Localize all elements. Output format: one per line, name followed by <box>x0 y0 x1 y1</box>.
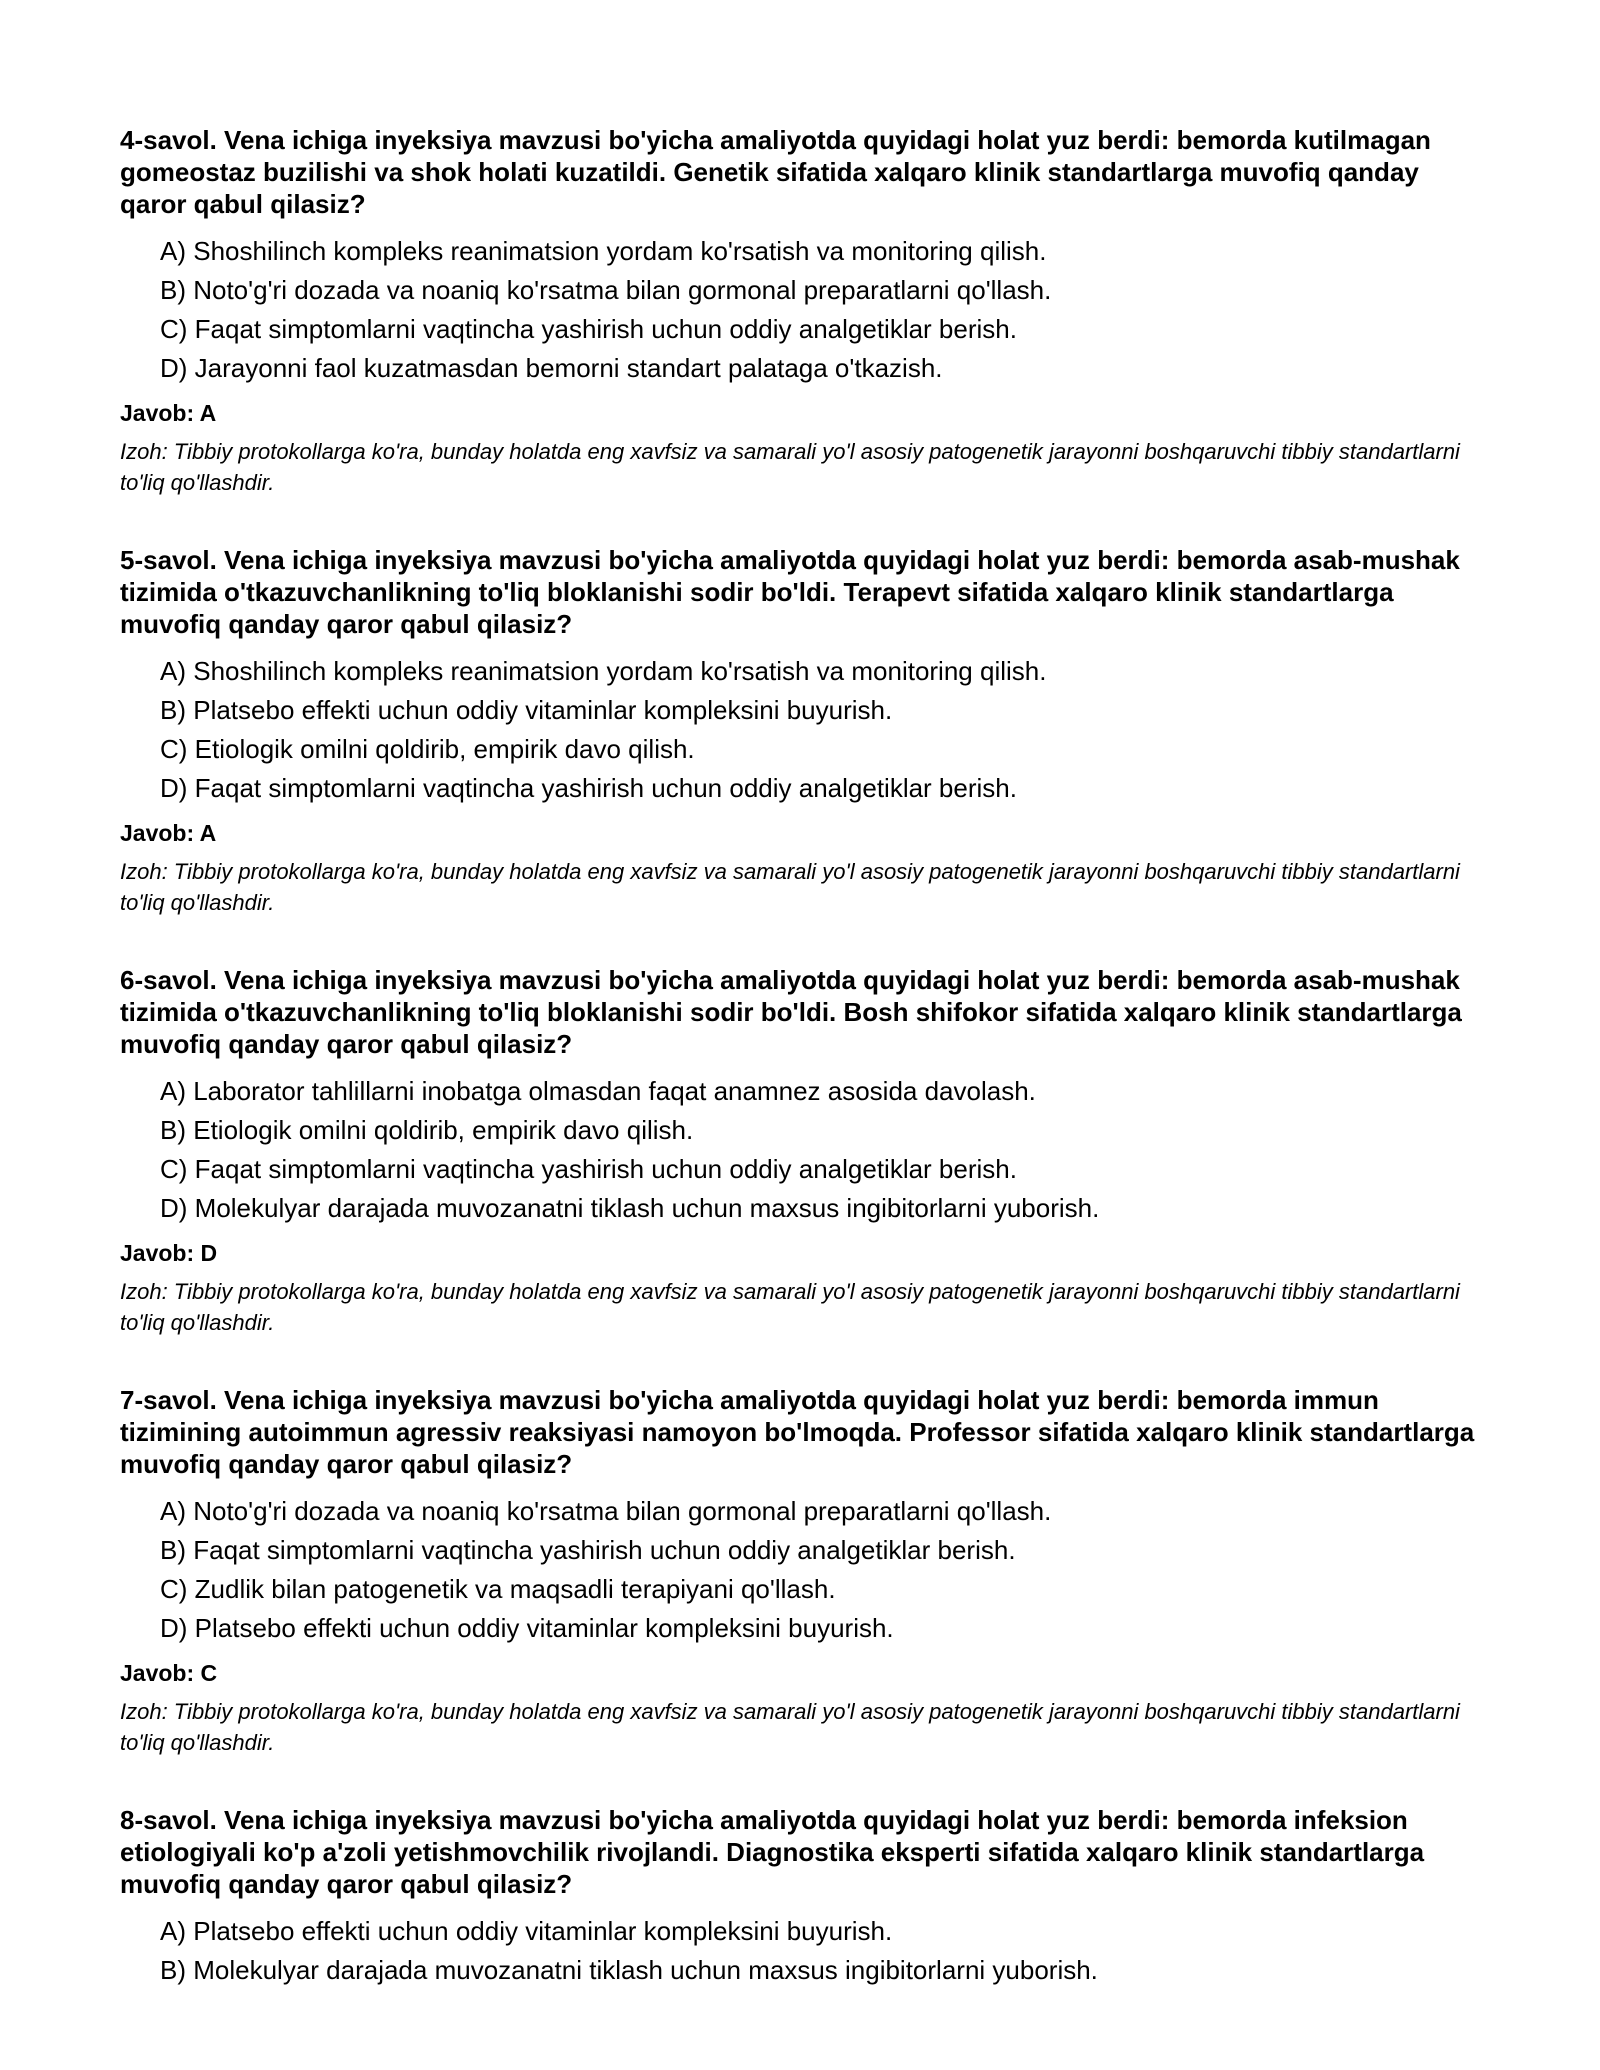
option-b: B) Platsebo effekti uchun oddiy vitaminlar kompleksini buyurish. <box>160 695 893 725</box>
option-a: A) Shoshilinch kompleks reanimatsion yordam ko'rsatish va monitoring qilish. <box>160 236 1047 266</box>
option-list <box>120 1912 1480 1990</box>
option-a: A) Shoshilinch kompleks reanimatsion yordam ko'rsatish va monitoring qilish. <box>160 656 1047 686</box>
option-list <box>120 1492 1480 1648</box>
option-c: C) Faqat simptomlarni vaqtincha yashirish uchun oddiy analgetiklar berish. <box>160 314 1017 344</box>
option-b: B) Molekulyar darajada muvozanatni tiklash uchun maxsus ingibitorlarni yuborish. <box>160 1955 1098 1985</box>
option-d: D) Faqat simptomlarni vaqtincha yashirish uchun oddiy analgetiklar berish. <box>160 773 1017 803</box>
question-text: 7-savol. Vena ichiga inyeksiya mavzusi bo'yicha amaliyotda quyidagi holat yuz berdi: bemorda immun tizimining autoimmun agressiv reaksiyasi namoyon bo'lmoqda. Professor sifatida xalqaro klinik standartlarga muvofiq qanday qaror qabul qilasiz? <box>120 1385 1475 1479</box>
question-text: 4-savol. Vena ichiga inyeksiya mavzusi bo'yicha amaliyotda quyidagi holat yuz berdi: bemorda kutilmagan gomeostaz buzilishi va shok holati kuzatildi. Genetik sifatida xalqaro klinik standartlarga muvofiq qanday qaror qabul qilasiz? <box>120 125 1431 219</box>
document-page <box>120 124 1480 2036</box>
question-text: 6-savol. Vena ichiga inyeksiya mavzusi bo'yicha amaliyotda quyidagi holat yuz berdi: bemorda asab-mushak tizimida o'tkazuvchanlikning to'liq bloklanishi sodir bo'ldi. Bosh shifokor sifatida xalqaro klinik standartlarga muvofiq qanday qaror qabul qilasiz? <box>120 965 1462 1059</box>
question-text: 5-savol. Vena ichiga inyeksiya mavzusi bo'yicha amaliyotda quyidagi holat yuz berdi: bemorda asab-mushak tizimida o'tkazuvchanlikning to'liq bloklanishi sodir bo'ldi. Terapevt sifatida xalqaro klinik standartlarga muvofiq qanday qaror qabul qilasiz? <box>120 545 1460 639</box>
question-block-4 <box>120 124 1480 498</box>
option-a: A) Noto'g'ri dozada va noaniq ko'rsatma bilan gormonal preparatlarni qo'llash. <box>160 1496 1052 1526</box>
option-a: A) Platsebo effekti uchun oddiy vitaminlar kompleksini buyurish. <box>160 1916 893 1946</box>
option-list <box>120 1072 1480 1228</box>
explanation-text: Izoh: Tibbiy protokollarga ko'ra, bunday holatda eng xavfsiz va samarali yo'l asosiy patogenetik jarayonni boshqaruvchi tibbiy standartlarni to'liq qo'llashdir. <box>120 439 1460 495</box>
question-block-5 <box>120 544 1480 918</box>
option-b: B) Faqat simptomlarni vaqtincha yashirish uchun oddiy analgetiklar berish. <box>160 1535 1016 1565</box>
answer-line: Javob: A <box>120 400 217 426</box>
explanation-text: Izoh: Tibbiy protokollarga ko'ra, bunday holatda eng xavfsiz va samarali yo'l asosiy patogenetik jarayonni boshqaruvchi tibbiy standartlarni to'liq qo'llashdir. <box>120 1279 1460 1335</box>
option-c: C) Zudlik bilan patogenetik va maqsadli terapiyani qo'llash. <box>160 1574 836 1604</box>
option-d: D) Platsebo effekti uchun oddiy vitaminlar kompleksini buyurish. <box>160 1613 894 1643</box>
question-block-6 <box>120 964 1480 1338</box>
question-block-8 <box>120 1804 1480 1990</box>
option-c: C) Faqat simptomlarni vaqtincha yashirish uchun oddiy analgetiklar berish. <box>160 1154 1017 1184</box>
explanation-text: Izoh: Tibbiy protokollarga ko'ra, bunday holatda eng xavfsiz va samarali yo'l asosiy patogenetik jarayonni boshqaruvchi tibbiy standartlarni to'liq qo'llashdir. <box>120 1699 1460 1755</box>
answer-line: Javob: C <box>120 1660 218 1686</box>
option-list <box>120 652 1480 808</box>
question-block-7 <box>120 1384 1480 1758</box>
answer-line: Javob: D <box>120 1240 218 1266</box>
option-c: C) Etiologik omilni qoldirib, empirik davo qilish. <box>160 734 695 764</box>
question-text: 8-savol. Vena ichiga inyeksiya mavzusi bo'yicha amaliyotda quyidagi holat yuz berdi: bemorda infeksion etiologiyali ko'p a'zoli yetishmovchilik rivojlandi. Diagnostika eksperti sifatida xalqaro klinik standartlarga muvofiq qanday qaror qabul qilasiz? <box>120 1805 1425 1899</box>
explanation-text: Izoh: Tibbiy protokollarga ko'ra, bunday holatda eng xavfsiz va samarali yo'l asosiy patogenetik jarayonni boshqaruvchi tibbiy standartlarni to'liq qo'llashdir. <box>120 859 1460 915</box>
option-b: B) Noto'g'ri dozada va noaniq ko'rsatma bilan gormonal preparatlarni qo'llash. <box>160 275 1052 305</box>
option-list <box>120 232 1480 388</box>
option-d: D) Molekulyar darajada muvozanatni tiklash uchun maxsus ingibitorlarni yuborish. <box>160 1193 1100 1223</box>
option-b: B) Etiologik omilni qoldirib, empirik davo qilish. <box>160 1115 694 1145</box>
answer-line: Javob: A <box>120 820 217 846</box>
option-a: A) Laborator tahlillarni inobatga olmasdan faqat anamnez asosida davolash. <box>160 1076 1036 1106</box>
option-d: D) Jarayonni faol kuzatmasdan bemorni standart palataga o'tkazish. <box>160 353 943 383</box>
